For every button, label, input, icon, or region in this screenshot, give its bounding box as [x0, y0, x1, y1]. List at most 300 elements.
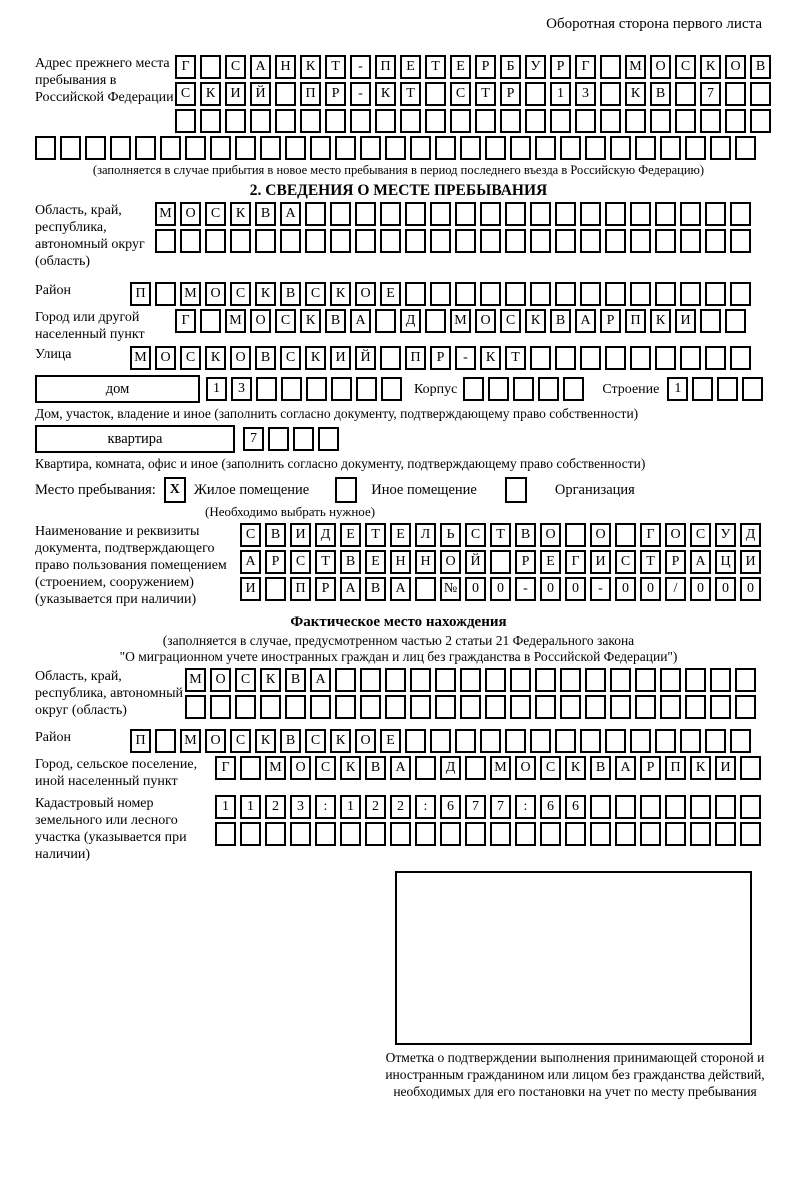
char-cell: Г — [215, 756, 236, 780]
checkbox-organization — [505, 477, 527, 503]
char-cell: В — [365, 756, 386, 780]
char-cell: Е — [400, 55, 421, 79]
prev-address-label: Адрес прежнего места пребывания в Российской Федерации — [35, 56, 174, 105]
char-cell: И — [675, 309, 696, 333]
stay-type-label: Место пребывания: — [35, 481, 156, 498]
char-row — [185, 668, 760, 692]
char-cell — [530, 282, 551, 306]
city-label: Город или другой населенный пункт — [35, 310, 145, 342]
char-cell — [275, 82, 296, 106]
char-cell — [405, 202, 426, 226]
char-cell: О — [515, 756, 536, 780]
char-row — [175, 309, 750, 333]
prev-address-note: (заполняется в случае прибытия в новое место пребывания в период последнего въезда в Российскую Федерацию) — [92, 163, 705, 177]
apartment-caption: Квартира, комната, офис и иное (заполнить согласно документу, подтверждающему право собственности) — [35, 456, 646, 471]
char-cell — [535, 136, 556, 160]
char-row — [215, 822, 765, 846]
char-cell — [155, 282, 176, 306]
char-cell: К — [625, 82, 646, 106]
char-cell — [455, 729, 476, 753]
char-cell — [560, 695, 581, 719]
char-cell: Н — [275, 55, 296, 79]
char-cell: М — [490, 756, 511, 780]
char-cell: В — [280, 282, 301, 306]
char-cell — [685, 668, 706, 692]
char-cell — [185, 695, 206, 719]
char-cell: В — [255, 346, 276, 370]
char-cell — [685, 136, 706, 160]
char-cell: Т — [490, 523, 511, 547]
char-cell — [268, 427, 289, 451]
char-cell — [500, 109, 521, 133]
char-cell: 1 — [550, 82, 571, 106]
char-cell — [340, 822, 361, 846]
char-cell: - — [350, 82, 371, 106]
char-cell — [240, 756, 261, 780]
char-cell — [630, 346, 651, 370]
char-cell: М — [625, 55, 646, 79]
char-cell: К — [255, 729, 276, 753]
char-cell — [655, 346, 676, 370]
char-cell — [575, 109, 596, 133]
char-cell — [513, 377, 534, 401]
street-field — [35, 346, 762, 370]
char-cell — [435, 695, 456, 719]
char-row — [130, 282, 755, 306]
char-cell: 1 — [340, 795, 361, 819]
char-row — [130, 346, 755, 370]
char-cell — [200, 55, 221, 79]
stamp-box — [395, 871, 752, 1045]
char-cell — [605, 729, 626, 753]
char-cell — [505, 729, 526, 753]
char-cell: И — [715, 756, 736, 780]
char-cell: В — [285, 668, 306, 692]
char-row — [175, 109, 775, 133]
char-cell — [405, 282, 426, 306]
char-cell — [160, 136, 181, 160]
char-cell: С — [305, 282, 326, 306]
char-cell — [585, 695, 606, 719]
char-cell — [380, 229, 401, 253]
actual-location-note-1: (заполняется в случае, предусмотренном частью 2 статьи 21 Федерального закона — [162, 633, 635, 648]
char-cell: П — [300, 82, 321, 106]
char-cell: В — [550, 309, 571, 333]
char-cell — [380, 202, 401, 226]
char-cell — [600, 109, 621, 133]
char-cell: 0 — [540, 577, 561, 601]
char-cell — [110, 136, 131, 160]
char-cell — [635, 668, 656, 692]
char-cell — [155, 729, 176, 753]
char-row — [175, 55, 775, 79]
char-cell: 0 — [715, 577, 736, 601]
char-cell: В — [280, 729, 301, 753]
char-cell — [725, 82, 746, 106]
char-cell — [530, 229, 551, 253]
char-cell: О — [540, 523, 561, 547]
char-cell: В — [325, 309, 346, 333]
char-cell: К — [480, 346, 501, 370]
char-cell: 2 — [365, 795, 386, 819]
char-cell: № — [440, 577, 461, 601]
char-cell — [300, 109, 321, 133]
char-cell: С — [465, 523, 486, 547]
char-cell: Е — [380, 282, 401, 306]
char-cell: М — [185, 668, 206, 692]
char-cell — [610, 136, 631, 160]
char-cell: Е — [365, 550, 386, 574]
char-cell — [650, 109, 671, 133]
char-cell: Ь — [440, 523, 461, 547]
char-cell: Е — [540, 550, 561, 574]
char-cell: С — [225, 55, 246, 79]
char-cell — [215, 822, 236, 846]
char-cell — [615, 795, 636, 819]
char-cell — [280, 229, 301, 253]
char-cell: М — [265, 756, 286, 780]
char-cell — [200, 109, 221, 133]
char-cell: О — [180, 202, 201, 226]
char-cell — [325, 109, 346, 133]
corner-note: Оборотная сторона первого листа — [546, 16, 762, 32]
char-cell — [305, 229, 326, 253]
char-cell — [281, 377, 302, 401]
char-cell — [480, 202, 501, 226]
char-cell — [580, 229, 601, 253]
char-cell: О — [590, 523, 611, 547]
char-cell — [306, 377, 327, 401]
char-cell: К — [230, 202, 251, 226]
char-cell: К — [205, 346, 226, 370]
char-row — [240, 550, 765, 574]
stay-type-note: (Необходимо выбрать нужное) — [205, 504, 376, 519]
char-cell: Т — [365, 523, 386, 547]
char-cell — [385, 136, 406, 160]
char-cell: С — [675, 55, 696, 79]
char-cell: 0 — [640, 577, 661, 601]
char-cell — [690, 795, 711, 819]
actual-region-field — [35, 668, 762, 719]
char-cell: К — [330, 282, 351, 306]
prev-address-overflow-row — [35, 136, 762, 160]
char-cell: Т — [325, 55, 346, 79]
char-cell: 0 — [690, 577, 711, 601]
char-cell: К — [650, 309, 671, 333]
region-field — [35, 202, 762, 270]
char-cell — [630, 729, 651, 753]
char-cell: Р — [265, 550, 286, 574]
char-cell — [565, 523, 586, 547]
char-cell — [555, 346, 576, 370]
char-cell — [410, 136, 431, 160]
char-cell — [265, 577, 286, 601]
char-cell: В — [515, 523, 536, 547]
char-cell — [250, 109, 271, 133]
char-cell — [680, 346, 701, 370]
char-cell: - — [350, 55, 371, 79]
char-cell: 0 — [565, 577, 586, 601]
stroenie-label: Строение — [602, 381, 660, 397]
char-cell — [665, 795, 686, 819]
char-cell — [175, 109, 196, 133]
char-cell — [515, 822, 536, 846]
char-cell — [275, 109, 296, 133]
char-cell: А — [340, 577, 361, 601]
char-cell: О — [355, 729, 376, 753]
char-cell — [380, 346, 401, 370]
char-cell — [360, 695, 381, 719]
char-cell: П — [665, 756, 686, 780]
char-cell — [335, 136, 356, 160]
char-cell — [600, 82, 621, 106]
char-cell — [415, 577, 436, 601]
char-cell — [735, 668, 756, 692]
char-cell — [210, 136, 231, 160]
korpus-label: Корпус — [414, 381, 458, 397]
char-cell: Л — [415, 523, 436, 547]
char-cell — [435, 136, 456, 160]
char-cell — [400, 109, 421, 133]
char-cell — [463, 377, 484, 401]
char-row — [240, 577, 765, 601]
char-cell: Д — [315, 523, 336, 547]
char-cell — [480, 282, 501, 306]
char-cell: А — [575, 309, 596, 333]
char-cell — [260, 695, 281, 719]
char-cell — [450, 109, 471, 133]
char-cell: : — [415, 795, 436, 819]
char-cell — [580, 282, 601, 306]
char-cell: М — [450, 309, 471, 333]
char-cell — [690, 822, 711, 846]
char-cell — [680, 229, 701, 253]
char-cell: В — [750, 55, 771, 79]
char-cell: Т — [505, 346, 526, 370]
char-cell — [555, 729, 576, 753]
char-cell: С — [615, 550, 636, 574]
char-cell — [710, 695, 731, 719]
char-cell: В — [650, 82, 671, 106]
char-row — [215, 756, 765, 780]
char-cell — [580, 346, 601, 370]
char-cell: У — [715, 523, 736, 547]
char-cell: 7 — [465, 795, 486, 819]
char-cell: О — [725, 55, 746, 79]
option-other-premise-label: Иное помещение — [371, 481, 477, 498]
char-cell — [610, 668, 631, 692]
char-cell: Г — [575, 55, 596, 79]
char-cell — [375, 309, 396, 333]
char-cell — [425, 82, 446, 106]
char-cell — [318, 427, 339, 451]
char-cell: 3 — [575, 82, 596, 106]
char-cell: Р — [600, 309, 621, 333]
house-row — [35, 375, 762, 403]
char-cell: А — [250, 55, 271, 79]
char-row — [155, 229, 755, 253]
char-cell: С — [690, 523, 711, 547]
char-cell — [630, 229, 651, 253]
char-cell: Д — [740, 523, 761, 547]
char-cell — [310, 136, 331, 160]
char-cell: П — [290, 577, 311, 601]
char-row — [240, 523, 765, 547]
char-cell: О — [155, 346, 176, 370]
char-row — [155, 202, 755, 226]
char-cell — [210, 695, 231, 719]
char-cell — [405, 729, 426, 753]
char-row — [215, 795, 765, 819]
char-cell — [290, 822, 311, 846]
char-cell — [185, 136, 206, 160]
char-cell — [355, 202, 376, 226]
char-cell — [355, 229, 376, 253]
char-cell — [485, 136, 506, 160]
actual-city-label: Город, сельское поселение, иной населенный пункт — [35, 757, 198, 789]
char-cell — [360, 668, 381, 692]
char-cell: К — [330, 729, 351, 753]
char-cell: К — [375, 82, 396, 106]
char-cell — [535, 695, 556, 719]
document-label: Наименование и реквизиты документа, подтверждающего право пользования помещением (строением, сооружением) (указывается при наличии) — [35, 524, 227, 607]
char-cell — [350, 109, 371, 133]
char-cell — [692, 377, 713, 401]
char-cell: Н — [415, 550, 436, 574]
char-cell: С — [180, 346, 201, 370]
region-label: Область, край, республика, автономный округ (область) — [35, 203, 145, 269]
char-cell: К — [565, 756, 586, 780]
char-cell — [750, 82, 771, 106]
char-cell: 3 — [231, 377, 252, 401]
char-cell — [525, 109, 546, 133]
char-cell — [730, 282, 751, 306]
char-cell — [705, 729, 726, 753]
char-cell — [285, 695, 306, 719]
char-cell: - — [515, 577, 536, 601]
char-cell — [230, 229, 251, 253]
char-cell: 1 — [206, 377, 227, 401]
apartment-row — [35, 425, 762, 453]
char-cell — [735, 136, 756, 160]
char-cell — [660, 136, 681, 160]
char-cell: 1 — [240, 795, 261, 819]
char-cell — [675, 82, 696, 106]
char-cell: А — [280, 202, 301, 226]
actual-location-title: Фактическое место нахождения — [290, 614, 507, 630]
char-cell — [715, 822, 736, 846]
char-cell — [680, 202, 701, 226]
char-cell: Т — [640, 550, 661, 574]
char-cell — [510, 668, 531, 692]
char-cell: Р — [315, 577, 336, 601]
char-cell: Т — [400, 82, 421, 106]
char-cell — [510, 695, 531, 719]
char-cell: С — [305, 729, 326, 753]
char-cell: Т — [475, 82, 496, 106]
char-cell — [700, 109, 721, 133]
char-cell — [490, 550, 511, 574]
char-cell — [660, 668, 681, 692]
char-cell: 6 — [565, 795, 586, 819]
char-cell — [655, 202, 676, 226]
char-cell: Т — [315, 550, 336, 574]
char-cell — [555, 282, 576, 306]
char-cell — [563, 377, 584, 401]
char-cell — [605, 229, 626, 253]
char-cell: 2 — [390, 795, 411, 819]
char-cell — [725, 309, 746, 333]
city-field — [35, 309, 762, 343]
char-cell — [655, 282, 676, 306]
char-cell: А — [310, 668, 331, 692]
char-cell: С — [175, 82, 196, 106]
char-cell: М — [155, 202, 176, 226]
char-cell: П — [405, 346, 426, 370]
char-cell — [330, 202, 351, 226]
char-cell — [560, 136, 581, 160]
char-cell: М — [180, 729, 201, 753]
char-cell — [530, 729, 551, 753]
char-cell: О — [290, 756, 311, 780]
char-cell — [410, 695, 431, 719]
char-cell: А — [390, 577, 411, 601]
char-cell — [640, 822, 661, 846]
actual-district-field — [35, 729, 762, 753]
char-cell: О — [665, 523, 686, 547]
char-cell — [705, 346, 726, 370]
char-row — [463, 377, 588, 401]
char-cell — [538, 377, 559, 401]
char-cell: А — [240, 550, 261, 574]
char-cell — [475, 109, 496, 133]
char-cell: Н — [390, 550, 411, 574]
char-cell: С — [235, 668, 256, 692]
char-cell — [405, 229, 426, 253]
char-cell: 6 — [540, 795, 561, 819]
char-cell — [335, 668, 356, 692]
char-cell: К — [525, 309, 546, 333]
char-cell — [255, 229, 276, 253]
char-cell: Р — [325, 82, 346, 106]
char-cell — [705, 202, 726, 226]
char-cell: В — [265, 523, 286, 547]
char-cell — [725, 109, 746, 133]
char-cell — [390, 822, 411, 846]
char-cell — [135, 136, 156, 160]
char-cell: С — [240, 523, 261, 547]
char-cell: С — [280, 346, 301, 370]
char-cell: К — [300, 55, 321, 79]
char-cell: Б — [500, 55, 521, 79]
char-cell: Г — [565, 550, 586, 574]
char-cell: П — [625, 309, 646, 333]
char-cell: С — [315, 756, 336, 780]
char-cell: С — [230, 729, 251, 753]
char-cell: С — [540, 756, 561, 780]
char-cell — [710, 668, 731, 692]
char-cell: 0 — [615, 577, 636, 601]
char-cell — [625, 109, 646, 133]
char-cell: И — [225, 82, 246, 106]
char-cell — [335, 695, 356, 719]
char-cell — [415, 756, 436, 780]
char-cell: К — [340, 756, 361, 780]
char-cell — [256, 377, 277, 401]
char-cell: А — [615, 756, 636, 780]
char-cell — [540, 822, 561, 846]
char-cell: Е — [390, 523, 411, 547]
